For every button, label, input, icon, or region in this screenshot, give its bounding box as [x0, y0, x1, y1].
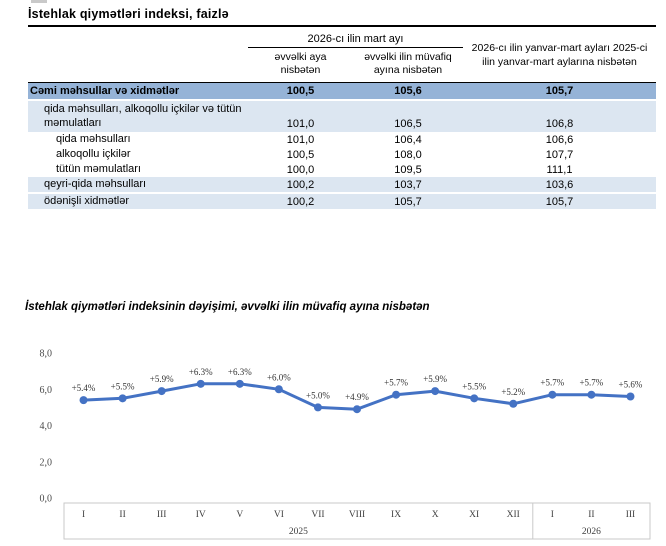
x-axis-box: [64, 503, 650, 539]
x-axis-month-label: X: [431, 510, 439, 520]
row-value-2: 103,7: [394, 178, 422, 191]
row-label: ödənişli xidmətlər: [44, 194, 129, 207]
row-value-1: 100,2: [286, 195, 315, 208]
data-point-label: +5.2%: [501, 386, 526, 397]
chart-title: İstehlak qiymətləri indeksinin dəyişimi, əvvəlki ilin müvafiq ayına nisbətən: [25, 301, 430, 313]
data-point-marker: [236, 380, 244, 388]
header-group-march: 2026-cı ilin mart ayı: [248, 30, 463, 48]
row-value-3: 105,7: [545, 195, 574, 208]
table-row-paid-services: [28, 194, 656, 209]
header-col-prev-year-month: əvvəlki ilin müvafiq ayına nisbətən: [364, 51, 452, 77]
data-point-marker: [470, 394, 478, 402]
data-point-marker: [626, 393, 634, 401]
row-value-1: 100,0: [286, 163, 315, 176]
x-axis-month-label: IX: [391, 510, 402, 520]
row-value-1: 101,0: [286, 118, 315, 131]
y-axis-tick: 6,0: [39, 384, 52, 396]
x-axis-month-label: XI: [469, 510, 480, 520]
data-point-label: +6.3%: [188, 366, 213, 377]
table-row-total: [28, 83, 656, 99]
table-row-alcohol: [28, 147, 656, 162]
data-point-label: +5.5%: [110, 381, 135, 392]
x-axis-month-label: IV: [195, 510, 206, 520]
data-point-label: +6.3%: [227, 366, 252, 377]
data-point-label: +5.9%: [149, 374, 174, 385]
table-header: [28, 30, 656, 83]
row-value-3: 106,6: [545, 133, 574, 146]
data-point-marker: [509, 400, 517, 408]
data-point-label: +5.4%: [71, 383, 96, 394]
row-value-3: 103,6: [545, 178, 574, 191]
x-axis-month-label: I: [550, 510, 554, 520]
row-label: tütün məmulatları: [56, 162, 141, 175]
cpi-table: [28, 30, 656, 209]
data-point-marker: [275, 385, 283, 393]
row-value-3: 107,7: [545, 148, 574, 161]
x-axis-month-label: XII: [506, 510, 520, 520]
row-value-3: 106,8: [545, 118, 574, 131]
row-value-2: 105,6: [394, 85, 422, 98]
row-label: qeyri-qida məhsulları: [44, 177, 147, 190]
row-label: qida məhsulları: [56, 132, 131, 145]
row-label: qida məhsulları, alkoqollu içkilər və tütün məmulatları: [44, 103, 242, 129]
data-point-marker: [197, 380, 205, 388]
x-axis-month-label: I: [81, 510, 86, 520]
row-value-2: 109,5: [394, 163, 422, 176]
row-value-1: 101,0: [286, 133, 315, 146]
data-point-label: +5.7%: [540, 377, 565, 388]
data-point-marker: [353, 405, 361, 413]
row-value-1: 100,5: [286, 148, 315, 161]
x-axis-month-label: II: [588, 510, 595, 520]
data-point-marker: [80, 396, 88, 404]
table-row-tobacco: [28, 162, 656, 177]
row-value-3: 105,7: [545, 85, 574, 98]
row-value-2: 106,4: [394, 133, 422, 146]
data-point-label: +5.6%: [618, 379, 643, 390]
data-point-label: +6.0%: [266, 372, 291, 383]
header-empty-cell: [28, 30, 248, 82]
header-col-jan-mar: 2026-cı ilin yanvar-mart ayları 2025-ci ilin yanvar-mart aylarına nisbətən: [471, 42, 648, 69]
y-axis-tick: 4,0: [39, 421, 52, 432]
data-point-label: +5.7%: [384, 377, 408, 388]
y-axis-tick: 2,0: [39, 457, 52, 469]
data-point-label: +5.5%: [462, 381, 487, 392]
table-row-nonfood: [28, 177, 656, 192]
row-value-2: 105,7: [394, 195, 422, 208]
data-point-label: +4.9%: [345, 392, 369, 403]
x-axis-month-label: VI: [273, 510, 284, 520]
header-col-prev-month: əvvəlki aya nisbətən: [274, 51, 327, 77]
row-value-1: 100,2: [286, 178, 315, 191]
data-point-marker: [314, 403, 322, 411]
x-axis-month-label: III: [625, 510, 636, 520]
data-point-label: +5.9%: [423, 374, 448, 385]
row-value-3: 111,1: [546, 163, 573, 176]
data-point-marker: [431, 387, 439, 395]
x-axis-month-label: V: [236, 510, 244, 520]
data-point-marker: [158, 387, 166, 395]
x-axis-year-label: 2025: [288, 527, 308, 537]
data-point-marker: [548, 391, 556, 399]
x-axis-year-label: 2026: [581, 527, 601, 537]
table-row-food-alcohol-tobacco: [28, 101, 656, 132]
x-axis-month-label: III: [156, 510, 167, 520]
x-axis-month-label: VII: [311, 510, 325, 520]
data-point-label: +5.0%: [306, 390, 330, 401]
row-value-2: 108,0: [394, 148, 422, 161]
x-axis-month-label: VIII: [348, 510, 366, 520]
data-point-marker: [587, 391, 595, 399]
row-label: alkoqollu içkilər: [56, 147, 131, 160]
data-point-marker: [392, 391, 400, 399]
y-axis-tick: 8,0: [39, 348, 52, 360]
y-axis-tick: 0,0: [39, 493, 52, 505]
x-axis-month-label: II: [119, 510, 126, 520]
table-row-food: [28, 132, 656, 147]
page-edge-artifact: [31, 0, 47, 3]
row-value-1: 100,5: [286, 85, 315, 98]
table-title: İstehlak qiymətləri indeksi, faizlə: [28, 7, 656, 27]
row-label: Cəmi məhsullar və xidmətlər: [30, 84, 180, 97]
row-value-2: 106,5: [394, 118, 422, 131]
cpi-line-chart: [0, 340, 666, 546]
data-point-label: +5.7%: [579, 377, 604, 388]
data-point-marker: [119, 394, 127, 402]
